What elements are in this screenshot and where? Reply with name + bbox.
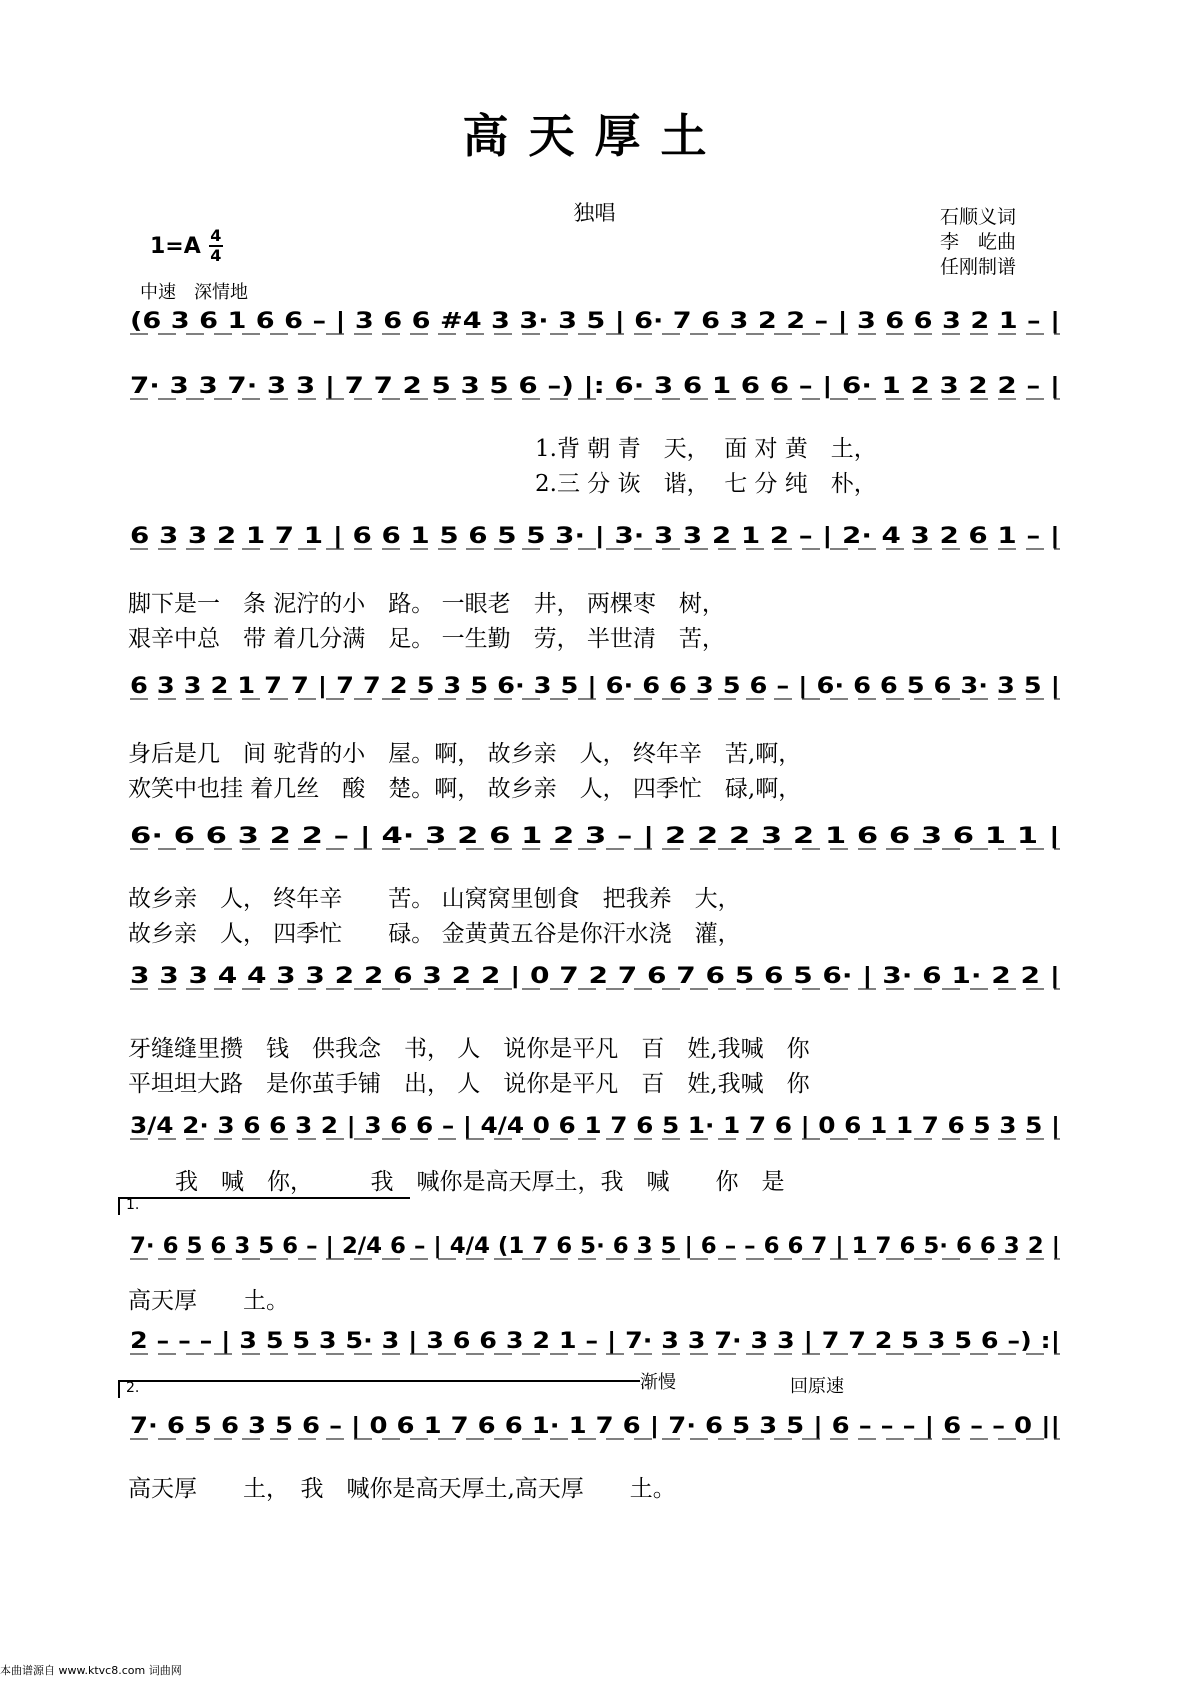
footer-source: 本曲谱源自 www.ktvc8.com 词曲网 xyxy=(0,1664,182,1677)
music-line-9 xyxy=(130,1320,1070,1360)
music-notes: 6· 6 6 3 2 2 – | 4· 3 2 6 1 2 3 – | 2 2 2 3 2 1 6 6 3 6 1 1 | xyxy=(130,824,1060,849)
music-line-2 xyxy=(130,365,1070,405)
music-line-10 xyxy=(130,1405,1070,1445)
lyric-line-3: 脚下是一 条 泥泞的小 路。 一眼老 井， 两棵枣 树， xyxy=(128,591,725,617)
music-notes: 6 3 3 2 1 7 1 | 6 6 1 5 6 5 5 3· | 3· 3 3 2 1 2 – | 2· 4 3 2 6 1 – | xyxy=(130,524,1060,549)
music-notes: 3/4 2· 3 6 6 3 2 | 3 6 6 – | 4/4 0 6 1 7 6 5 1· 1 7 6 | 0 6 1 1 7 6 5 3 5 | xyxy=(130,1114,1060,1139)
music-notes: 2 – – – | 3 5 5 3 5· 3 | 3 6 6 3 2 1 – | 7· 3 3 7· 3 3 | 7 7 2 5 3 5 6 –) :| xyxy=(130,1329,1060,1354)
lyric-line-5: 身后是几 间 驼背的小 屋。啊， 故乡亲 人， 终年辛 苦,啊， xyxy=(128,741,802,767)
key-signature xyxy=(150,228,223,264)
music-notes: 7· 6 5 6 3 5 6 – | 0 6 1 7 6 6 1· 1 7 6 | 7· 6 5 3 5 | 6 – – – | 6 – – 0 || xyxy=(130,1414,1060,1439)
lyric-line-11: 我 喊 你， 我 喊你是高天厚土，我 喊 你 是 xyxy=(175,1169,785,1195)
credit-arranger: 任刚制谱 xyxy=(940,256,1017,278)
lyric-line-1: 1.背 朝 青 天， 面 对 黄 土， xyxy=(535,436,877,462)
ending-1-bracket xyxy=(118,1197,410,1215)
time-signature xyxy=(209,228,223,264)
lyric-line-9: 牙缝缝里攒 钱 供我念 书， 人 说你是平凡 百 姓,我喊 你 xyxy=(128,1036,810,1062)
music-line-5 xyxy=(130,815,1070,855)
music-notes: 3 3 3 4 4 3 3 2 2 6 3 2 2 | 0 7 2 7 6 7 6 5 6 5 6· | 3· 6 1· 2 2 | xyxy=(130,964,1060,989)
key-label: 1=A xyxy=(150,233,201,259)
lyric-line-7: 故乡亲 人， 终年辛 苦。 山窝窝里刨食 把我养 大， xyxy=(128,886,741,912)
ending-1-bracket-label: 1. xyxy=(126,1197,140,1213)
lyric-line-2: 2.三 分 诙 谐， 七 分 纯 朴， xyxy=(535,471,877,497)
music-line-7 xyxy=(130,1105,1070,1145)
music-line-4 xyxy=(130,665,1070,705)
music-line-6 xyxy=(130,955,1070,995)
credit-lyricist: 石顺义词 xyxy=(940,206,1017,228)
lyric-line-10: 平坦坦大路 是你茧手铺 出， 人 说你是平凡 百 姓,我喊 你 xyxy=(128,1071,810,1097)
ending-2-bracket-label: 2. xyxy=(126,1380,140,1396)
subtitle: 独唱 xyxy=(573,201,616,225)
lyric-line-4: 艰辛中总 带 着几分满 足。 一生勤 劳， 半世清 苦， xyxy=(128,626,725,652)
tempo-marking: 中速 深情地 xyxy=(140,282,248,303)
credits xyxy=(940,205,1016,280)
music-line-1 xyxy=(130,300,1070,340)
lyric-line-13: 高天厚 土， 我 喊你是高天厚土,高天厚 土。 xyxy=(128,1476,676,1502)
lyric-line-12: 高天厚 土。 xyxy=(128,1288,289,1314)
ending-2-bracket xyxy=(118,1380,640,1398)
time-sig-bottom: 4 xyxy=(210,246,222,265)
music-line-3 xyxy=(130,515,1070,555)
resume-mark: 回原速 xyxy=(790,1376,844,1397)
slow-mark: 渐慢 xyxy=(640,1372,676,1393)
lyric-line-6: 欢笑中也挂 着几丝 酸 楚。啊， 故乡亲 人， 四季忙 碌,啊， xyxy=(128,776,802,802)
music-notes: (6 3 6 1 6 6 – | 3 6 6 #4 3 3· 3 5 | 6· 7 6 3 2 2 – | 3 6 6 3 2 1 – | xyxy=(130,309,1060,334)
music-line-8 xyxy=(130,1225,1070,1265)
music-notes: 7· 3 3 7· 3 3 | 7 7 2 5 3 5 6 –) |: 6· 3 6 1 6 6 – | 6· 1 2 3 2 2 – | xyxy=(130,374,1060,399)
page-title: 高天厚土 xyxy=(462,109,727,163)
credit-composer: 李 屹曲 xyxy=(940,231,1017,253)
time-sig-top: 4 xyxy=(210,226,222,245)
lyric-line-8: 故乡亲 人， 四季忙 碌。 金黄黄五谷是你汗水浇 灌， xyxy=(128,921,741,947)
music-notes: 6 3 3 2 1 7 7 | 7 7 2 5 3 5 6· 3 5 | 6· 6 6 3 5 6 – | 6· 6 6 5 6 3· 3 5 | xyxy=(130,674,1060,699)
music-notes: 7· 6 5 6 3 5 6 – | 2/4 6 – | 4/4 (1 7 6 5· 6 3 5 | 6 – – 6 6 7 | 1 7 6 5· 6 6 3 2 | xyxy=(130,1234,1060,1259)
